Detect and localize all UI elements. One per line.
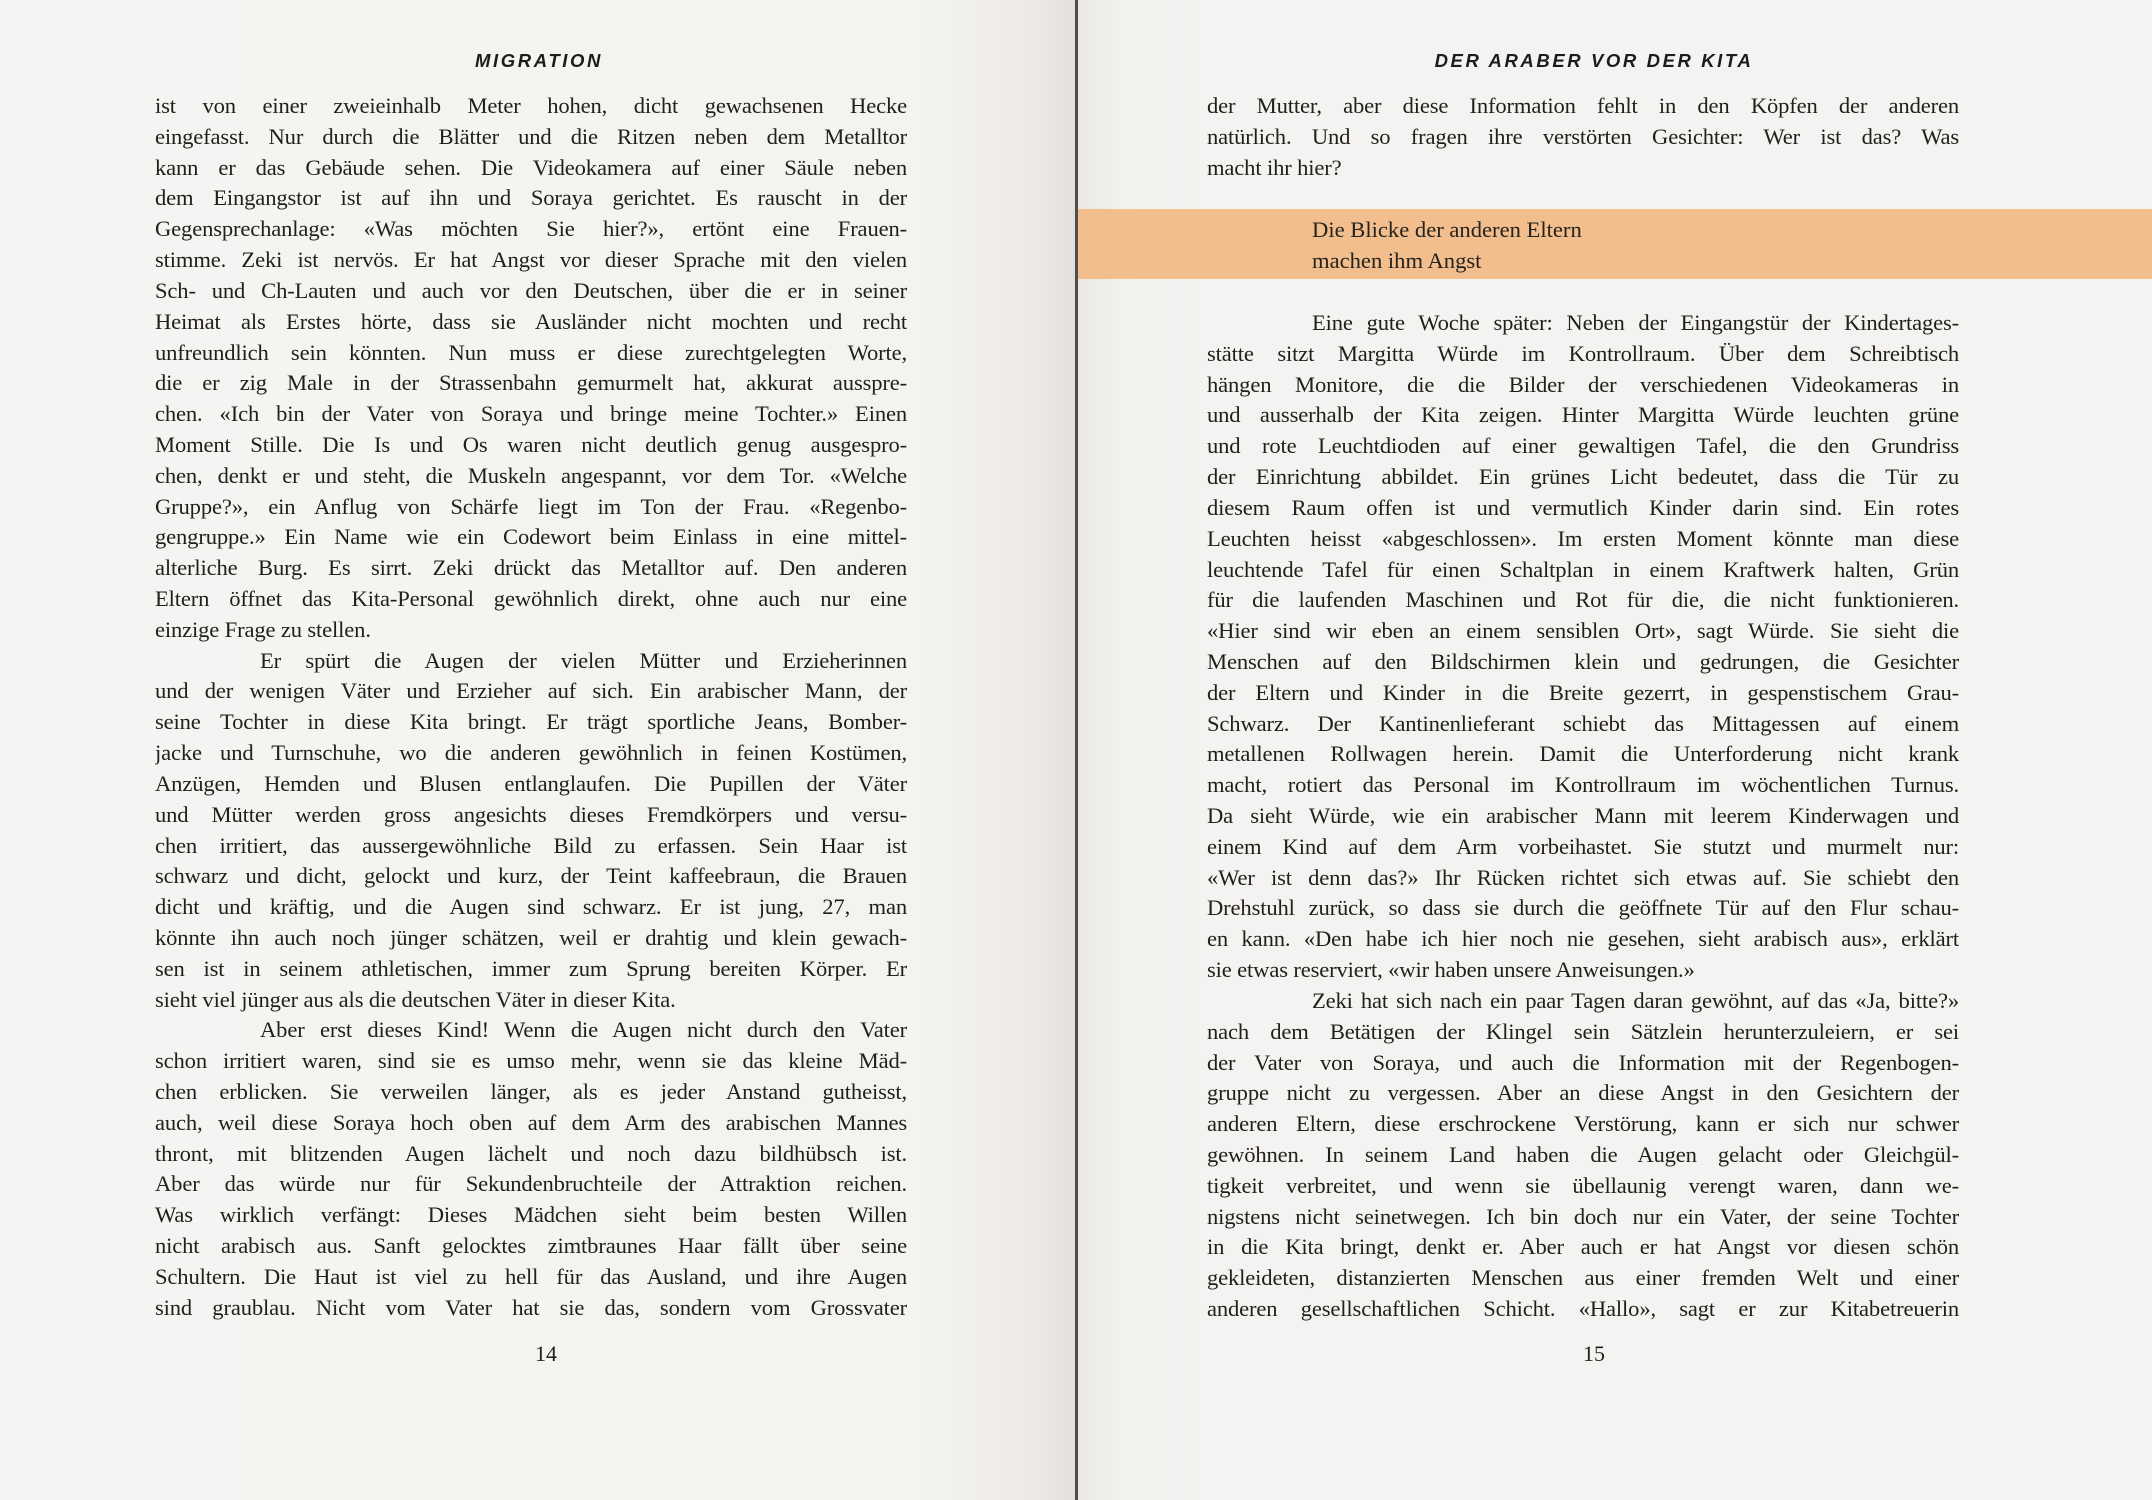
text-line: nicht arabisch aus. Sanft gelocktes zimtbraunes Haar fällt über seine (155, 1233, 907, 1259)
text-line: gruppe nicht zu vergessen. Aber an diese Angst in den Gesichtern der (1207, 1080, 1959, 1106)
text-line: könnte ihn auch noch jünger schätzen, weil er drahtig und klein gewach- (155, 924, 907, 950)
text-line: Menschen auf den Bildschirmen klein und gedrungen, die Gesichter (1207, 648, 1959, 674)
text-line: nach dem Betätigen der Klingel sein Sätzlein herunterzuleiern, er sei (1207, 1018, 1959, 1044)
text-line: in die Kita bringt, denkt er. Aber auch er hat Angst vor diesen schön (1207, 1234, 1959, 1260)
text-line: einem Kind auf dem Arm vorbeihastet. Sie stutzt und murmelt nur: (1207, 833, 1959, 859)
text-line: eingefasst. Nur durch die Blätter und die Ritzen neben dem Metalltor (155, 123, 907, 149)
text-line: en kann. «Den habe ich hier noch nie gesehen, sieht arabisch aus», erklärt (1207, 926, 1959, 952)
text-line: Eltern öffnet das Kita-Personal gewöhnlich direkt, ohne auch nur eine (155, 586, 907, 611)
text-line: macht ihr hier? (1207, 154, 1342, 180)
text-line: thront, mit blitzenden Augen lächelt und noch dazu bildhübsch ist. (155, 1140, 907, 1166)
text-line: Zeki hat sich nach ein paar Tagen daran gewöhnt, auf das «Ja, bitte?» (1312, 987, 1959, 1013)
text-line: Gruppe?», ein Anflug von Schärfe liegt im Ton der Frau. «Regenbo- (155, 493, 907, 519)
text-line: Moment Stille. Die Is und Os waren nicht deutlich genug ausgespro- (155, 431, 907, 457)
text-line: Gegensprechanlage: «Was möchten Sie hier?», ertönt eine Frauen- (155, 216, 907, 242)
text-line: für die laufenden Maschinen und Rot für die, die nicht funktionieren. (1207, 587, 1959, 613)
text-line: alterliche Burg. Es sirrt. Zeki drückt das Metalltor auf. Den anderen (155, 555, 907, 581)
text-line: «Hier sind wir eben an einem sensiblen Ort», sagt Würde. Sie sieht die (1207, 618, 1959, 644)
text-line: metallenen Rollwagen herein. Damit die Unterforderung nicht krank (1207, 741, 1959, 767)
text-line: Sch- und Ch-Lauten und auch vor den Deutschen, über die er in seiner (155, 277, 907, 303)
pull-quote-line: Die Blicke der anderen Eltern (1312, 217, 1582, 242)
text-line: sie etwas reserviert, «wir haben unsere Anweisungen.» (1207, 957, 1695, 983)
text-line: tigkeit verbreitet, und wenn sie übellaunig verengt waren, dann we- (1207, 1172, 1959, 1198)
text-line: dem Eingangstor ist auf ihn und Soraya gerichtet. Es rauscht in der (155, 185, 907, 211)
text-line: der Einrichtung abbildet. Ein grünes Licht bedeutet, dass die Tür zu (1207, 464, 1959, 490)
text-line: Drehstuhl zurück, so dass sie durch die geöffnete Tür auf den Flur schau- (1207, 895, 1959, 921)
left-running-head: MIGRATION (475, 50, 603, 71)
text-line: anderen gesellschaftlichen Schicht. «Hallo», sagt er zur Kitabetreuerin (1207, 1296, 1959, 1321)
text-line: gekleideten, distanzierten Menschen aus einer fremden Welt und einer (1207, 1265, 1959, 1291)
text-line: hängen Monitore, die die Bilder der verschiedenen Videokameras in (1207, 371, 1959, 397)
text-line: chen irritiert, das aussergewöhnliche Bild zu erfassen. Sein Haar ist (155, 832, 907, 858)
text-line: «Wer ist denn das?» Ihr Rücken richtet sich etwas auf. Sie schiebt den (1207, 864, 1959, 890)
text-line: nigstens nicht seinetwegen. Ich bin doch nur ein Vater, der seine Tochter (1207, 1203, 1959, 1229)
right-running-head: DER ARABER VOR DER KITA (1434, 50, 1754, 71)
text-line: seine Tochter in diese Kita bringt. Er trägt sportliche Jeans, Bomber- (155, 709, 907, 735)
text-line: Aber erst dieses Kind! Wenn die Augen nicht durch den Vater (260, 1017, 907, 1043)
text-line: natürlich. Und so fragen ihre verstörten Gesichter: Wer ist das? Was (1207, 123, 1959, 149)
text-line: Eine gute Woche später: Neben der Eingangstür der Kindertages- (1312, 310, 1959, 335)
text-line: chen. «Ich bin der Vater von Soraya und bringe meine Tochter.» Einen (155, 401, 907, 427)
text-line: Heimat als Erstes hörte, dass sie Ausländer nicht mochten und recht (155, 308, 907, 334)
text-line: Was wirklich verfängt: Dieses Mädchen sieht beim besten Willen (155, 1202, 907, 1228)
text-line: schon irritiert waren, sind sie es umso mehr, wenn sie das kleine Mäd- (155, 1048, 907, 1074)
text-line: gewöhnen. In seinem Land haben die Augen gelacht oder Gleichgül- (1207, 1141, 1959, 1167)
text-line: sen ist in seinem athletischen, immer zum Sprung bereiten Körper. Er (155, 955, 907, 981)
text-line: stätte sitzt Margitta Würde im Kontrollraum. Über dem Schreibtisch (1207, 340, 1959, 366)
text-line: leuchtende Tafel für einen Schaltplan in einem Kraftwerk halten, Grün (1207, 556, 1959, 582)
text-line: chen erblicken. Sie verweilen länger, als es jeder Anstand gutheisst, (155, 1079, 907, 1104)
text-line: Schultern. Die Haut ist viel zu hell für das Ausland, und ihre Augen (155, 1263, 907, 1289)
text-line: der Vater von Soraya, und auch die Information mit der Regenbogen- (1207, 1049, 1959, 1075)
text-line: Leuchten heisst «abgeschlossen». Im ersten Moment könnte man diese (1207, 525, 1959, 551)
left-text-block (155, 91, 907, 1324)
text-line: auch, weil diese Soraya hoch oben auf dem Arm des arabischen Mannes (155, 1109, 907, 1135)
text-line: jacke und Turnschuhe, wo die anderen gewöhnlich in feinen Kostümen, (155, 740, 907, 766)
text-line: chen, denkt er und steht, die Muskeln angespannt, vor dem Tor. «Welche (155, 462, 907, 488)
right-body-text-block (1207, 308, 1959, 1325)
text-line: macht, rotiert das Personal im Kontrollraum im wöchentlichen Turnus. (1207, 772, 1959, 798)
text-line: einzige Frage zu stellen. (155, 616, 371, 642)
text-line: ist von einer zweieinhalb Meter hohen, dicht gewachsenen Hecke (155, 93, 907, 118)
text-line: Da sieht Würde, wie ein arabischer Mann mit leerem Kinderwagen und (1207, 803, 1959, 828)
text-line: anderen Eltern, diese erschrockene Verstörung, kann er sich nur schwer (1207, 1111, 1959, 1137)
text-line: und der wenigen Väter und Erzieher auf sich. Ein arabischer Mann, der (155, 678, 907, 704)
text-line: sind graublau. Nicht vom Vater hat sie das, sondern vom Grossvater (155, 1294, 907, 1320)
text-line: der Mutter, aber diese Information fehlt in den Köpfen der anderen (1207, 93, 1959, 118)
text-line: kann er das Gebäude sehen. Die Videokamera auf einer Säule neben (155, 154, 907, 180)
text-line: und Mütter werden gross angesichts dieses Fremdkörpers und versu- (155, 801, 907, 827)
left-page-number: 14 (535, 1341, 557, 1366)
text-line: Er spürt die Augen der vielen Mütter und Erzieherinnen (260, 647, 907, 673)
text-line: die er zig Male in der Strassenbahn gemurmelt hat, akkurat ausspre- (155, 370, 907, 396)
text-line: Aber das würde nur für Sekundenbruchteile der Attraktion reichen. (155, 1171, 907, 1197)
pull-quote-highlight-band (1077, 209, 2152, 279)
right-page-number: 15 (1583, 1341, 1605, 1366)
text-line: stimme. Zeki ist nervös. Er hat Angst vor dieser Sprache mit den vielen (155, 247, 907, 273)
book-spine-divider (1075, 0, 1078, 1500)
text-line: Anzügen, Hemden und Blusen entlanglaufen. Die Pupillen der Väter (155, 770, 907, 796)
right-page (1078, 0, 2152, 1500)
text-line: und rote Leuchtdioden auf einer gewaltigen Tafel, die den Grundriss (1207, 433, 1959, 459)
left-page (0, 0, 1075, 1500)
right-intro-text-block (1207, 91, 1959, 183)
text-line: unfreundlich sein könnten. Nun muss er diese zurechtgelegten Worte, (155, 339, 907, 365)
text-line: diesem Raum offen ist und vermutlich Kinder darin sind. Ein rotes (1207, 494, 1959, 520)
text-line: dicht und kräftig, und die Augen sind schwarz. Er ist jung, 27, man (155, 894, 907, 920)
text-line: gengruppe.» Ein Name wie ein Codewort beim Einlass in eine mittel- (155, 524, 907, 550)
pull-quote-line: machen ihm Angst (1312, 247, 1482, 273)
text-line: schwarz und dicht, gelockt und kurz, der Teint kaffeebraun, die Brauen (155, 863, 907, 889)
text-line: sieht viel jünger aus als die deutschen Väter in dieser Kita. (155, 986, 676, 1012)
text-line: der Eltern und Kinder in die Breite gezerrt, in gespenstischem Grau- (1207, 679, 1959, 705)
text-line: und ausserhalb der Kita zeigen. Hinter Margitta Würde leuchten grüne (1207, 402, 1959, 428)
text-line: Schwarz. Der Kantinenlieferant schiebt das Mittagessen auf einem (1207, 710, 1959, 736)
